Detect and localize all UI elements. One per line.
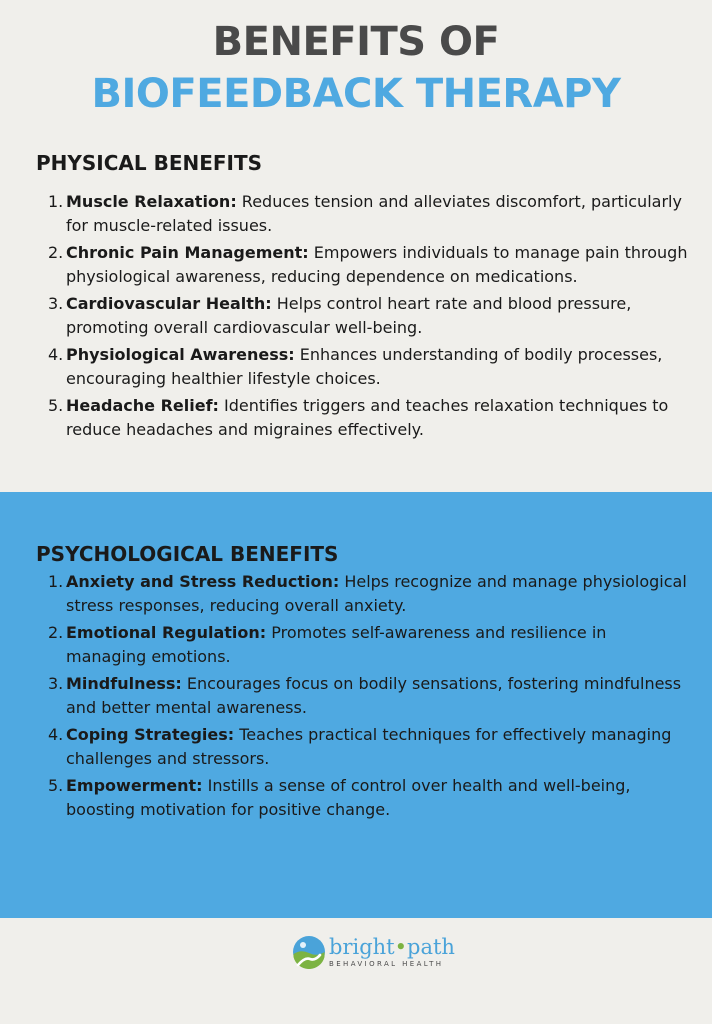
list-item-term: Muscle Relaxation: [66,192,237,211]
list-item-term: Anxiety and Stress Reduction: [66,572,340,591]
list-item-number: 4. [48,345,64,364]
list-item-description: Identifies triggers and teaches relaxation techniques to reduce headaches and migraines effectively. [66,396,669,439]
list-item-body [66,672,688,720]
list-item-number: 3. [48,674,64,693]
list-item-number: 5. [48,776,64,795]
psychological-benefits-heading: PSYCHOLOGICAL BENEFITS [36,542,339,566]
list-item [48,394,688,442]
list-item-body [66,621,688,669]
list-item [48,190,688,238]
list-item-term: Chronic Pain Management: [66,243,309,262]
list-item-description: Helps control heart rate and blood pressure, promoting overall cardiovascular well-being. [66,294,632,337]
list-item [48,343,688,391]
page-title-line-1: BENEFITS OF [212,19,500,65]
list-item-body [66,292,688,340]
list-item-description: Instills a sense of control over health and well-being, boosting motivation for positive change. [66,776,631,819]
list-item-description: Empowers individuals to manage pain through physiological awareness, reducing dependence on medications. [66,243,688,286]
psychological-benefits-list [48,570,688,825]
logo-name-part-2: path [407,934,455,959]
physical-benefits-list [48,190,688,445]
list-item [48,672,688,720]
logo-subtitle: BEHAVIORAL HEALTH [329,959,444,968]
list-item-number: 1. [48,192,64,211]
bright-path-logo-icon [292,935,326,969]
brand-logo [292,935,455,969]
list-item-term: Cardiovascular Health: [66,294,272,313]
list-item-body [66,241,688,289]
list-item-body [66,394,688,442]
logo-name-part-1: bright [329,934,395,959]
list-item-body [66,723,688,771]
logo-name [329,936,455,958]
list-item-term: Empowerment: [66,776,203,795]
logo-separator-dot: • [394,934,407,959]
list-item-term: Headache Relief: [66,396,219,415]
list-item-term: Physiological Awareness: [66,345,295,364]
list-item-description: Reduces tension and alleviates discomfort, particularly for muscle-related issues. [66,192,682,235]
list-item-body [66,570,688,618]
list-item-body [66,190,688,238]
list-item-number: 5. [48,396,64,415]
list-item-description: Teaches practical techniques for effectively managing challenges and stressors. [66,725,672,768]
list-item-description: Enhances understanding of bodily processes, encouraging healthier lifestyle choices. [66,345,663,388]
list-item-description: Helps recognize and manage physiological stress responses, reducing overall anxiety. [66,572,687,615]
list-item [48,292,688,340]
list-item-number: 3. [48,294,64,313]
list-item-number: 2. [48,623,64,642]
list-item-description: Encourages focus on bodily sensations, fostering mindfulness and better mental awareness. [66,674,682,717]
list-item-body [66,343,688,391]
list-item-body [66,774,688,822]
list-item [48,774,688,822]
physical-benefits-heading: PHYSICAL BENEFITS [36,151,263,175]
list-item [48,241,688,289]
list-item-term: Coping Strategies: [66,725,235,744]
list-item-description: Promotes self-awareness and resilience in managing emotions. [66,623,607,666]
list-item [48,570,688,618]
list-item-term: Emotional Regulation: [66,623,267,642]
list-item-number: 4. [48,725,64,744]
page-title-line-2: BIOFEEDBACK THERAPY [91,71,621,117]
list-item [48,621,688,669]
list-item [48,723,688,771]
list-item-number: 2. [48,243,64,262]
list-item-term: Mindfulness: [66,674,182,693]
list-item-number: 1. [48,572,64,591]
